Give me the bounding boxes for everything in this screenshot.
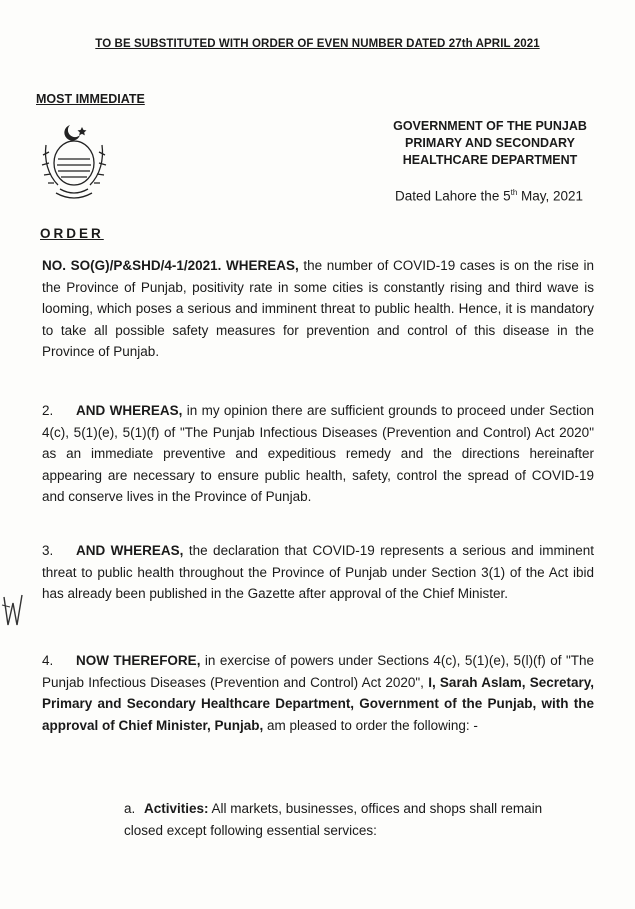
p3-bold: AND WHEREAS,: [76, 543, 184, 558]
dated-superscript: th: [510, 188, 518, 197]
paragraph-3: [42, 540, 594, 605]
p4-bold-2: I, Sarah Aslam, Secretary, Primary and Secondary Healthcare Department, Government of the Punjab, with the approval of Chief Minister, Punjab,: [42, 674, 594, 733]
govt-line-1: GOVERNMENT OF THE PUNJAB: [393, 119, 587, 133]
p1-bold: NO. SO(G)/P&SHD/4-1/2021. WHEREAS,: [42, 258, 299, 273]
department-header: [355, 118, 625, 169]
dated-prefix: Dated Lahore the 5: [395, 188, 511, 204]
order-heading: ORDER: [40, 226, 104, 241]
p4-text-2: am pleased to order the following: -: [263, 717, 478, 733]
substitution-note: TO BE SUBSTITUTED WITH ORDER OF EVEN NUMBER DATED 27th APRIL 2021: [95, 38, 540, 50]
dated-suffix: May, 2021: [517, 188, 584, 204]
punjab-government-emblem: [38, 115, 110, 205]
p3-text: the declaration that COVID-19 represents a serious and imminent threat to public health throughout the Province of Punjab under Section 3(1) of the Act ibid has already been published in the Gazette after approval of the Chief Minister.: [42, 543, 594, 601]
p2-text: in my opinion there are sufficient grounds to proceed under Section 4(c), 5(1)(e), 5(1)(f) of "The Punjab Infectious Diseases (Prevention and Control) Act 2020" as an immediate preventive and expeditious remedy and the directions hereinafter appearing are necessary to ensure public health, safety, control the spread of COVID-19 and conserve lives in the Province of Punjab.: [42, 403, 594, 504]
govt-line-2: PRIMARY AND SECONDARY: [405, 136, 575, 150]
paragraph-1: [42, 255, 594, 363]
dated-line: [395, 188, 583, 204]
paragraph-4: [42, 650, 594, 736]
p4-number: 4.: [42, 653, 54, 668]
sub-item-a-bold: Activities:: [144, 801, 209, 816]
p2-bold: AND WHEREAS,: [76, 403, 183, 418]
sub-item-a: [124, 798, 594, 841]
sub-item-a-text-2: closed except following essential services:: [124, 822, 377, 838]
most-immediate-label: MOST IMMEDIATE: [36, 92, 145, 106]
p3-number: 3.: [42, 543, 54, 558]
handwritten-margin-mark: [0, 585, 30, 635]
p4-text-1: in exercise of powers under Sections 4(c), 5(1)(e), 5(l)(f) of "The Punjab Infectious Diseases (Prevention and Control) Act 2020",: [42, 653, 595, 690]
govt-line-3: HEALTHCARE DEPARTMENT: [402, 153, 578, 167]
p2-number: 2.: [42, 403, 54, 418]
paragraph-2: [42, 400, 594, 508]
p1-text: the number of COVID-19 cases is on the rise in the Province of Punjab, positivity rate in some cities is constantly rising and third wave is looming, which poses a serious and imminent threat to public health. Hence, it is mandatory to take all possible safety measures for prevention and control of this disease in the Province of Punjab.: [42, 258, 594, 359]
sub-item-a-label: a.: [124, 801, 136, 816]
sub-item-a-text-1: All markets, businesses, offices and shops shall remain: [208, 801, 543, 816]
p4-bold: NOW THEREFORE,: [76, 653, 201, 668]
